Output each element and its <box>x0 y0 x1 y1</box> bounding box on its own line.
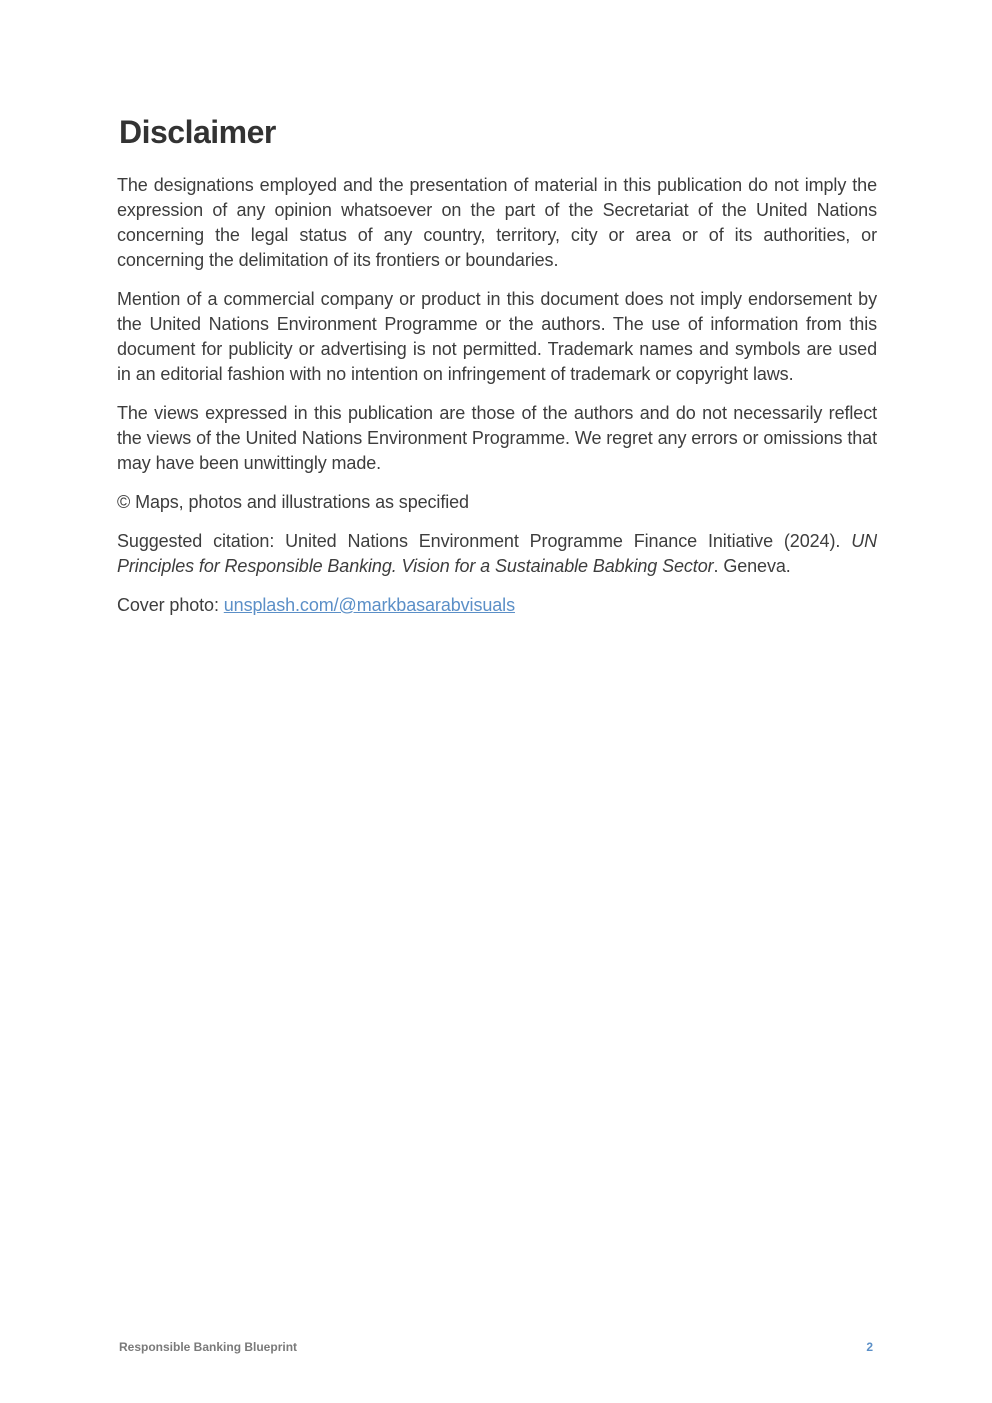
cover-photo-link[interactable]: unsplash.com/@markbasarabvisuals <box>223 595 515 615</box>
footer-page-number: 2 <box>866 1340 873 1354</box>
page-title: Disclaimer <box>119 114 276 150</box>
cover-photo-label: Cover photo: <box>117 595 224 615</box>
views-paragraph: The views expressed in this publication are those of the authors and do not necessarily reflect the views of the United Nations Environment Programme. We regret any errors or omissions that may have been unwittingly made. <box>117 403 877 473</box>
designations-paragraph: The designations employed and the presentation of material in this publication do not imply the expression of any opinion whatsoever on the part of the Secretariat of the United Nations concerning the legal status of any country, territory, city or area or of its authorities, or concerning the delimitation of its frontiers or boundaries. <box>117 175 877 270</box>
citation-paragraph <box>117 529 877 579</box>
citation-suffix: . Geneva. <box>713 556 791 576</box>
citation-title: UN Principles for Responsible Banking. Vision for a Sustainable Babking Sector <box>117 531 877 576</box>
cover-photo-paragraph <box>117 593 877 618</box>
disclaimer-body <box>117 173 877 632</box>
citation-prefix: Suggested citation: United Nations Environment Programme Finance Initiative (2024). <box>117 531 841 551</box>
footer-publication-title: Responsible Banking Blueprint <box>119 1340 298 1354</box>
copyright-paragraph: © Maps, photos and illustrations as specified <box>117 492 469 512</box>
commercial-mention-paragraph: Mention of a commercial company or product in this document does not imply endorsement by the United Nations Environment Programme or the authors. The use of information from this document for publicity or advertising is not permitted. Trademark names and symbols are used in an editorial fashion with no intention on infringement of trademark or copyright laws. <box>117 289 877 384</box>
